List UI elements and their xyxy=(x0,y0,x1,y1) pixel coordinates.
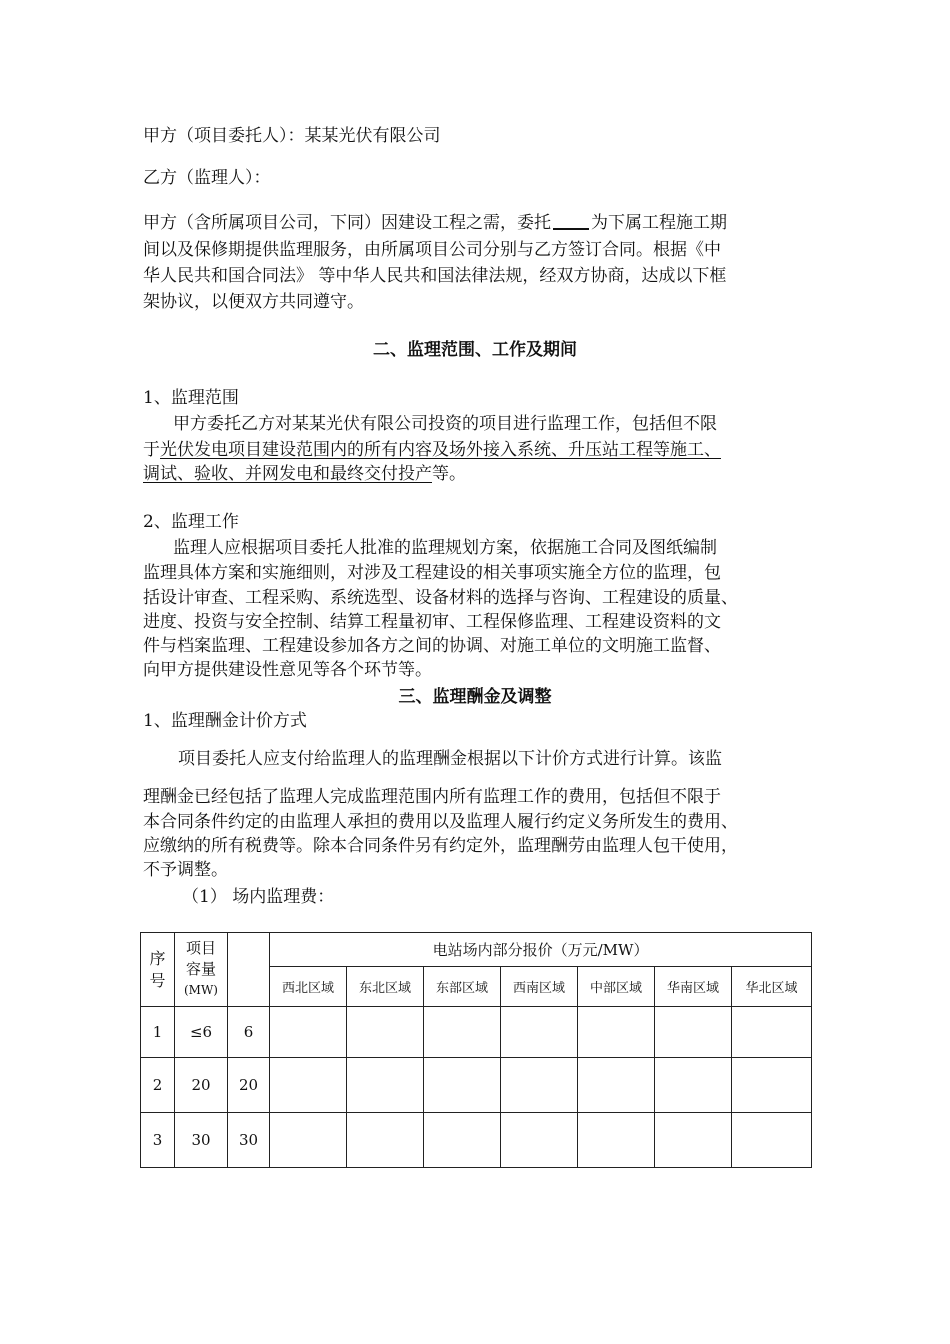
price-cell[interactable] xyxy=(424,1007,501,1058)
price-cell[interactable] xyxy=(578,1007,655,1058)
pricing-line-2: 理酬金已经包括了监理人完成监理范围内所有监理工作的费用，包括但不限于 xyxy=(143,787,721,807)
work-line-6: 向甲方提供建设性意见等各个环节等。 xyxy=(143,660,432,680)
intro-text-a: 甲方（含所属项目公司，下同）因建设工程之需，委托 xyxy=(143,213,551,233)
header-price-group: 电站场内部分报价（万元/MW） xyxy=(270,933,812,967)
price-cell[interactable] xyxy=(347,1007,424,1058)
work-line-3: 括设计审查、工程采购、系统选型、设备材料的选择与咨询、工程建设的质量、 xyxy=(143,588,738,608)
work-heading: 2、监理工作 xyxy=(143,512,239,532)
scope-text-pre: 于 xyxy=(143,440,160,460)
party-a-line: 甲方（项目委托人）：某某光伏有限公司 xyxy=(143,126,441,146)
scope-line-3 xyxy=(143,462,466,486)
header-region: 华南区域 xyxy=(655,967,732,1007)
fee-table xyxy=(140,932,812,1168)
row-capacity: ≤6 xyxy=(175,1007,228,1058)
price-cell[interactable] xyxy=(501,1058,578,1113)
header-region: 东北区域 xyxy=(347,967,424,1007)
price-cell[interactable] xyxy=(347,1058,424,1113)
price-cell[interactable] xyxy=(578,1058,655,1113)
supervisor-name-blank xyxy=(553,212,589,230)
price-cell[interactable] xyxy=(578,1113,655,1168)
section-2-title: 二、监理范围、工作及期间 xyxy=(373,340,577,360)
scope-underlined-text: 光伏发电项目建设范围内的所有内容及场外接入系统、升压站工程等施工、 xyxy=(160,440,721,460)
scope-line-1: 甲方委托乙方对某某光伏有限公司投资的项目进行监理工作，包括但不限 xyxy=(173,414,717,434)
row-seq: 3 xyxy=(141,1113,175,1168)
scope-text-post: 等。 xyxy=(432,464,466,484)
party-b-line: 乙方（监理人）： xyxy=(143,168,271,188)
price-cell[interactable] xyxy=(732,1113,812,1168)
price-cell[interactable] xyxy=(655,1007,732,1058)
intro-line-3: 华人民共和国合同法》 等中华人民共和国法律法规，经双方协商，达成以下框 xyxy=(143,266,727,286)
pricing-line-4: 应缴纳的所有税费等。除本合同条件另有约定外，监理酬劳由监理人包干使用， xyxy=(143,836,738,856)
price-cell[interactable] xyxy=(655,1058,732,1113)
price-cell[interactable] xyxy=(732,1058,812,1113)
price-cell[interactable] xyxy=(424,1113,501,1168)
table-header-row-1 xyxy=(141,933,812,967)
work-line-2: 监理具体方案和实施细则，对涉及工程建设的相关事项实施全方位的监理，包 xyxy=(143,563,721,583)
price-cell[interactable] xyxy=(655,1113,732,1168)
header-seq: 序号 xyxy=(141,933,175,1007)
scope-underlined-text-2: 调试、验收、并网发电和最终交付投产 xyxy=(143,464,432,484)
scope-line-2 xyxy=(143,438,721,462)
header-region: 西南区域 xyxy=(501,967,578,1007)
intro-line-1 xyxy=(143,211,727,235)
intro-text-b: 为下属工程施工期 xyxy=(591,213,727,233)
pricing-line-5: 不予调整。 xyxy=(143,860,228,880)
price-cell[interactable] xyxy=(270,1113,347,1168)
section-3-title: 三、监理酬金及调整 xyxy=(398,687,552,707)
header-capacity-l1: 项目 xyxy=(185,939,216,957)
table-row xyxy=(141,1007,812,1058)
header-region: 华北区域 xyxy=(732,967,812,1007)
header-region: 西北区域 xyxy=(270,967,347,1007)
pricing-heading: 1、监理酬金计价方式 xyxy=(143,711,307,731)
scope-heading: 1、监理范围 xyxy=(143,388,239,408)
row-mw: 20 xyxy=(228,1058,270,1113)
row-seq: 1 xyxy=(141,1007,175,1058)
header-empty xyxy=(228,933,270,1007)
price-cell[interactable] xyxy=(501,1113,578,1168)
pricing-item-1: （1） 场内监理费： xyxy=(182,887,335,907)
header-capacity-l3: (MW) xyxy=(184,983,218,997)
intro-line-2: 间以及保修期提供监理服务，由所属项目公司分别与乙方签订合同。根据《中 xyxy=(143,240,721,260)
price-cell[interactable] xyxy=(270,1058,347,1113)
header-region: 东部区域 xyxy=(424,967,501,1007)
row-seq: 2 xyxy=(141,1058,175,1113)
price-cell[interactable] xyxy=(270,1007,347,1058)
intro-line-4: 架协议，以便双方共同遵守。 xyxy=(143,292,364,312)
price-cell[interactable] xyxy=(424,1058,501,1113)
table-row xyxy=(141,1113,812,1168)
price-cell[interactable] xyxy=(732,1007,812,1058)
row-mw: 6 xyxy=(228,1007,270,1058)
work-line-5: 件与档案监理、工程建设参加各方之间的协调、对施工单位的文明施工监督、 xyxy=(143,636,721,656)
header-capacity xyxy=(175,933,228,1007)
pricing-line-1: 项目委托人应支付给监理人的监理酬金根据以下计价方式进行计算。该监 xyxy=(178,749,722,769)
pricing-line-3: 本合同条件约定的由监理人承担的费用以及监理人履行约定义务所发生的费用、 xyxy=(143,812,738,832)
row-mw: 30 xyxy=(228,1113,270,1168)
table-row xyxy=(141,1058,812,1113)
header-region: 中部区域 xyxy=(578,967,655,1007)
price-cell[interactable] xyxy=(347,1113,424,1168)
row-capacity: 20 xyxy=(175,1058,228,1113)
work-line-4: 进度、投资与安全控制、结算工程量初审、工程保修监理、工程建设资料的文 xyxy=(143,612,721,632)
work-line-1: 监理人应根据项目委托人批准的监理规划方案，依据施工合同及图纸编制 xyxy=(173,538,717,558)
price-cell[interactable] xyxy=(501,1007,578,1058)
header-capacity-l2: 容量 xyxy=(185,960,216,978)
row-capacity: 30 xyxy=(175,1113,228,1168)
